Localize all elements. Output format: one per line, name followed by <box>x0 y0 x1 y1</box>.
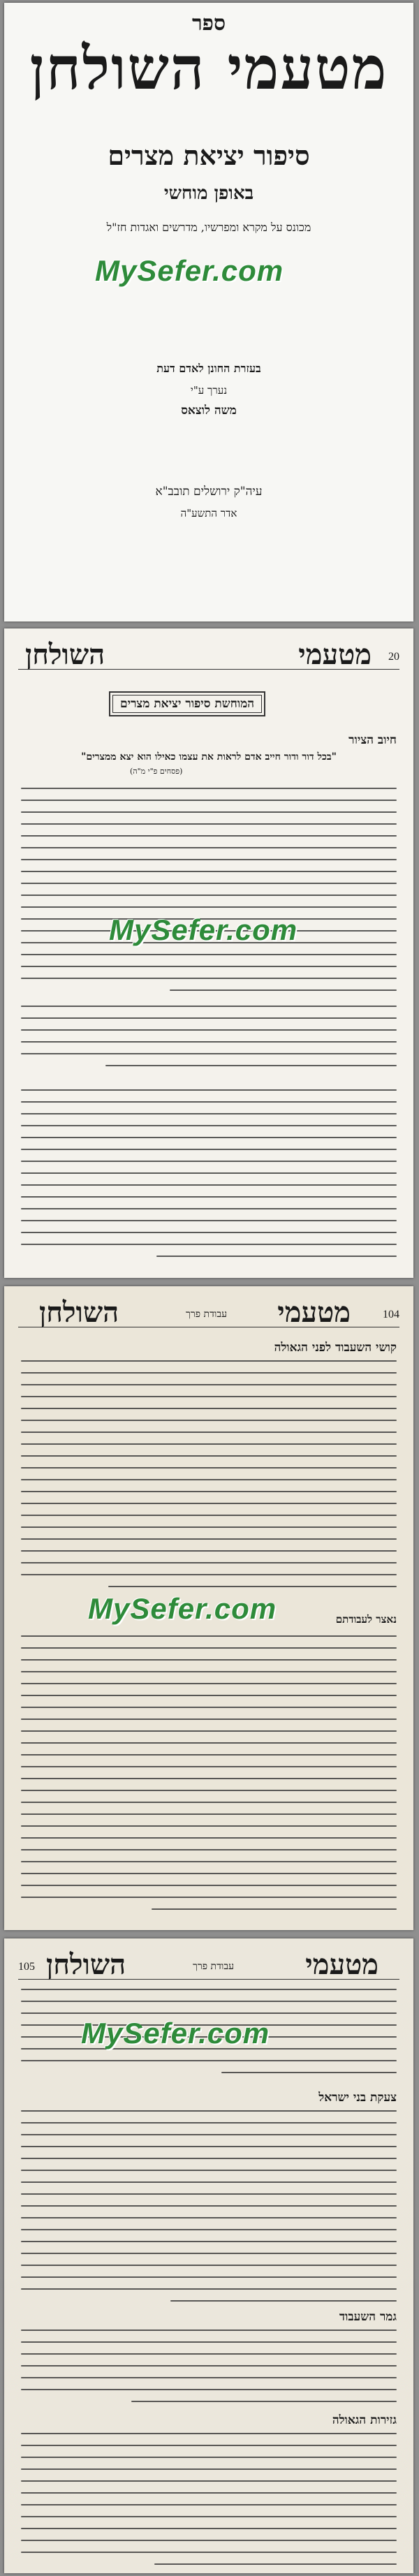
text-line <box>21 1396 397 1397</box>
watermark: MySefer.com <box>95 254 284 287</box>
text-line <box>21 978 397 979</box>
text-line <box>21 1562 397 1563</box>
text-line <box>21 1041 397 1043</box>
text-line <box>21 1813 397 1815</box>
book-subtitle: סיפור יציאת מצרים <box>108 140 310 171</box>
text-line <box>170 989 397 991</box>
watermark: MySefer.com <box>81 2017 270 2049</box>
text-line <box>21 883 397 884</box>
text-line <box>21 2480 397 2482</box>
text-line <box>21 800 397 801</box>
quote-source: (פסחים פ"י מ"ה) <box>130 767 183 776</box>
text-line <box>21 1730 397 1732</box>
text-line <box>21 1503 397 1504</box>
text-line <box>21 1873 397 1874</box>
text-line <box>21 1372 397 1374</box>
text-line <box>21 2457 397 2458</box>
book-page-20 <box>4 628 413 1278</box>
text-line <box>21 2181 397 2183</box>
running-header <box>18 1948 399 1980</box>
text-line <box>21 2433 397 2434</box>
text-line <box>21 1491 397 1492</box>
page-number: 105 <box>18 1961 35 1973</box>
text-line <box>21 2276 397 2278</box>
runhead-left: השולחן <box>39 1296 119 1329</box>
text-line <box>170 2300 397 2302</box>
watermark: MySefer.com <box>88 1592 277 1625</box>
city-line: עיה"ק ירושלים תובב"א <box>155 485 263 499</box>
text-line <box>21 1837 397 1839</box>
text-line <box>21 2146 397 2147</box>
section-heading-1: צעקת בני ישראל <box>318 2091 397 2105</box>
runhead-left: השולחן <box>25 638 105 671</box>
runhead-mid: עבודת פרך <box>186 1309 228 1320</box>
text-line <box>21 1184 397 1186</box>
text-line <box>21 1897 397 1898</box>
running-header <box>18 1296 399 1327</box>
text-line <box>21 2158 397 2159</box>
text-line <box>21 847 397 848</box>
text-line <box>21 2330 397 2331</box>
text-line <box>21 2504 397 2505</box>
text-line <box>21 2552 397 2553</box>
text-line <box>21 2253 397 2254</box>
text-line <box>21 1360 397 1362</box>
text-line <box>21 1113 397 1114</box>
text-line <box>21 859 397 860</box>
watermark: MySefer.com <box>109 913 298 946</box>
section-heading-3: גזירות הגאולה <box>332 2413 397 2427</box>
text-line <box>21 1408 397 1409</box>
page-number: 104 <box>383 1309 399 1320</box>
text-line <box>21 1220 397 1221</box>
text-line <box>21 1244 397 1245</box>
text-line <box>21 1802 397 1803</box>
text-line <box>21 1861 397 1862</box>
runhead-left: השולחן <box>46 1948 126 1981</box>
text-line <box>21 1467 397 1469</box>
text-line <box>21 1017 397 1019</box>
text-line <box>21 1053 397 1054</box>
text-line <box>21 1455 397 1457</box>
sefer-label: ספר <box>191 11 226 36</box>
text-line <box>21 835 397 837</box>
text-line <box>21 1695 397 1696</box>
text-line <box>154 2563 397 2565</box>
text-line <box>21 2170 397 2171</box>
text-line <box>21 1671 397 1672</box>
text-line <box>21 1515 397 1516</box>
text-line <box>21 2516 397 2517</box>
text-line <box>21 2288 397 2290</box>
text-line <box>21 1172 397 1174</box>
text-line <box>21 1635 397 1637</box>
help-line: בעזרת החונן לאדם דעת <box>156 362 261 375</box>
text-line <box>21 1538 397 1540</box>
text-line <box>21 1089 397 1091</box>
text-line <box>21 2193 397 2195</box>
text-line <box>108 1586 397 1587</box>
text-line <box>21 2468 397 2470</box>
text-line <box>21 2492 397 2494</box>
text-line <box>21 2365 397 2367</box>
text-line <box>21 2241 397 2242</box>
text-line <box>21 906 397 908</box>
book-page-105 <box>4 1938 413 2573</box>
year-line: אדר התשע"ה <box>180 507 237 520</box>
running-header <box>18 638 399 670</box>
runhead-right: מטעמי <box>277 1296 351 1329</box>
text-line <box>21 2134 397 2135</box>
book-tagline: מכונס על מקרא ומפרשיו, מדרשים ואגדות חז"ל <box>106 221 311 234</box>
text-line <box>21 2389 397 2390</box>
text-line <box>21 2341 397 2343</box>
text-line <box>21 2265 397 2266</box>
text-line <box>21 2229 397 2230</box>
text-line <box>21 1574 397 1575</box>
text-line <box>105 1065 397 1066</box>
text-line <box>21 1006 397 1007</box>
text-line <box>21 1384 397 1385</box>
text-line <box>21 954 397 955</box>
text-line <box>21 1885 397 1886</box>
text-line <box>21 1149 397 1150</box>
text-line <box>221 2072 397 2073</box>
text-line <box>21 2377 397 2378</box>
text-line <box>152 1908 397 1910</box>
runhead-right: מטעמי <box>305 1948 378 1981</box>
text-line <box>21 1526 397 1528</box>
mishna-quote: "בכל דור ודור חייב אדם לראות את עצמו כאילו הוא יצא ממצרים" <box>81 751 337 763</box>
text-line <box>21 1550 397 1552</box>
text-line <box>21 1196 397 1198</box>
text-line <box>21 1479 397 1480</box>
text-line <box>21 1029 397 1031</box>
text-line <box>21 1754 397 1756</box>
text-line <box>21 1647 397 1649</box>
text-line <box>21 811 397 813</box>
text-line <box>156 1256 397 1257</box>
text-line <box>21 895 397 896</box>
text-line <box>21 1659 397 1661</box>
text-line <box>21 1989 397 1990</box>
text-line <box>131 2401 397 2402</box>
text-line <box>21 1420 397 1421</box>
text-line <box>21 2528 397 2529</box>
section-heading: קושי השעבוד לפני הגאולה <box>274 1341 397 1355</box>
text-line <box>21 2540 397 2541</box>
author-name: משה לוצאס <box>181 404 237 418</box>
text-line <box>21 1742 397 1744</box>
text-line <box>21 1161 397 1162</box>
page-number: 20 <box>388 651 399 663</box>
chapter-title-box: המוחשת סיפור יציאת מצרים <box>109 691 265 716</box>
text-line <box>21 2205 397 2207</box>
text-line <box>21 788 397 789</box>
text-line <box>21 1208 397 1209</box>
text-line <box>21 2353 397 2355</box>
section-heading-2: גמר השעבוד <box>339 2310 397 2324</box>
text-line <box>21 1431 397 1433</box>
text-line <box>21 1849 397 1850</box>
text-line <box>21 1825 397 1827</box>
book-subtitle-2: באופן מוחשי <box>163 183 254 204</box>
runhead-right: מטעמי <box>298 638 372 671</box>
text-line <box>21 1683 397 1684</box>
text-line <box>21 2122 397 2124</box>
text-line <box>21 871 397 872</box>
text-line <box>21 1707 397 1708</box>
section-heading: חיוב הציור <box>348 733 397 747</box>
text-line <box>21 823 397 825</box>
title-page <box>4 3 413 621</box>
text-line <box>21 2060 397 2061</box>
paragraph-heading: נאצר לעבודתם <box>335 1613 397 1626</box>
text-line <box>21 966 397 967</box>
text-line <box>21 2001 397 2002</box>
book-page-104 <box>4 1286 413 1930</box>
runhead-mid: עבודת פרך <box>193 1961 235 1972</box>
text-line <box>21 2445 397 2446</box>
text-line <box>21 1718 397 1720</box>
text-line <box>21 1232 397 1233</box>
text-line <box>21 1790 397 1791</box>
text-line <box>21 1778 397 1779</box>
text-line <box>21 1101 397 1103</box>
text-line <box>21 1137 397 1138</box>
text-line <box>21 1125 397 1126</box>
text-line <box>21 2012 397 2014</box>
book-title: מטעמי השולחן <box>29 34 388 103</box>
text-line <box>21 1443 397 1445</box>
text-line <box>21 2217 397 2218</box>
text-line <box>21 2110 397 2112</box>
edited-by: נערך ע"י <box>190 384 228 397</box>
text-line <box>21 1766 397 1767</box>
